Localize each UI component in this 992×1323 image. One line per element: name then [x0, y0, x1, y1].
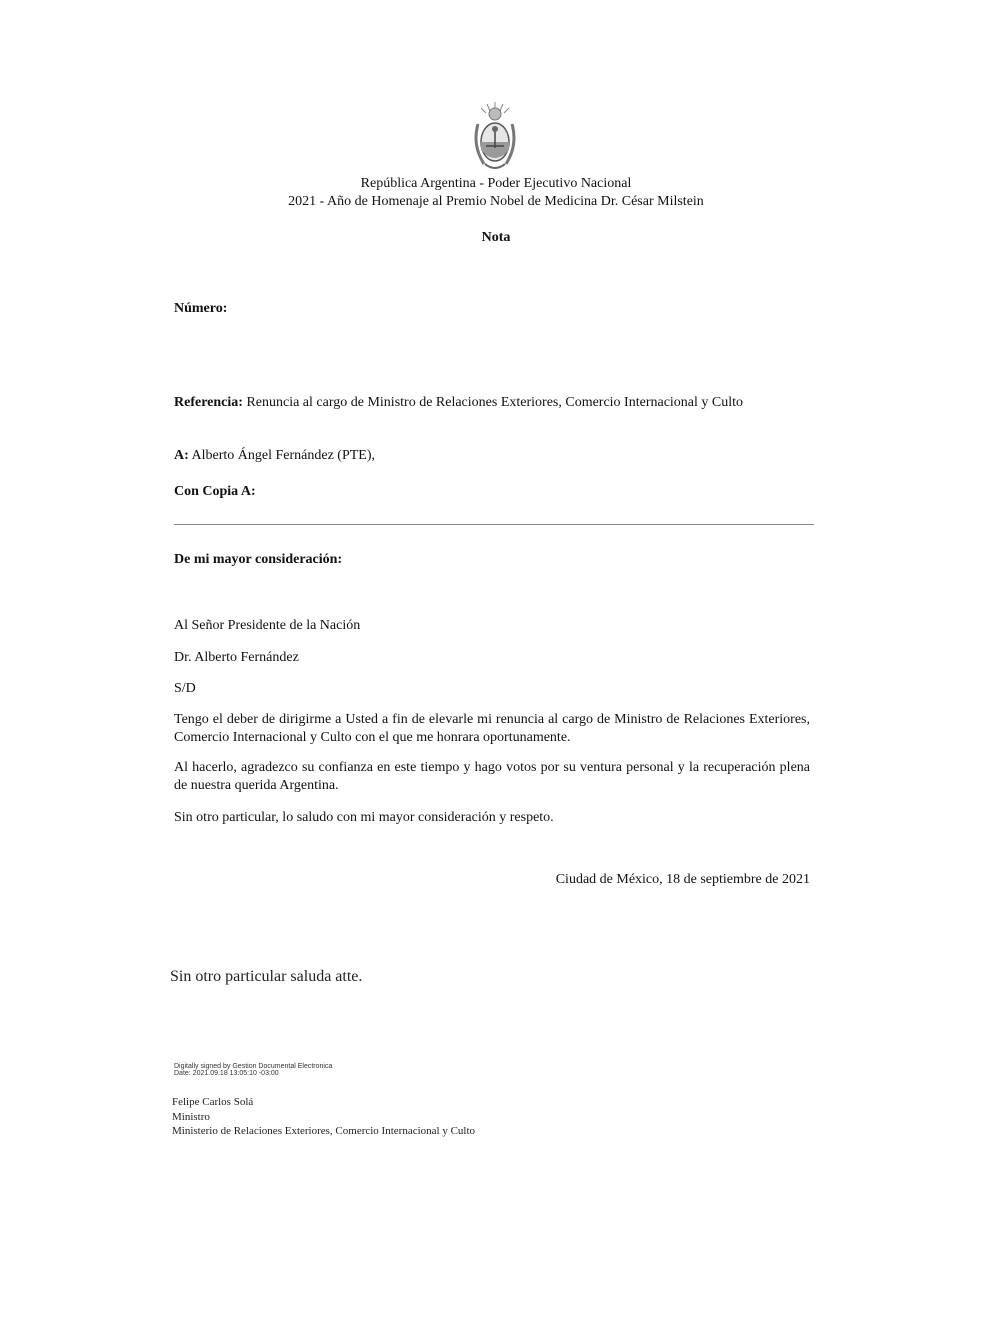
digital-signature-line-1: Digitally signed by Gestion Documental Electronica [174, 1063, 333, 1070]
header-line-1: República Argentina - Poder Ejecutivo Nacional [360, 176, 632, 191]
header-line-2: 2021 - Año de Homenaje al Premio Nobel de Medicina Dr. César Milstein [288, 194, 704, 209]
closing-line: Sin otro particular saluda atte. [170, 968, 363, 985]
addressee-line-2: Dr. Alberto Fernández [174, 650, 299, 665]
copy-label: Con Copia A: [174, 484, 256, 499]
referencia-value: Renuncia al cargo de Ministro de Relaciones Exteriores, Comercio Internacional y Culto [246, 395, 744, 410]
place-date: Ciudad de México, 18 de septiembre de 2021 [555, 872, 810, 887]
paragraph-3: Sin otro particular, lo saludo con mi mayor consideración y respeto. [174, 810, 554, 825]
salutation: De mi mayor consideración: [174, 552, 343, 567]
digital-signature-line-2: Date: 2021.09.18 13:05:10 -03:00 [174, 1070, 279, 1077]
addressee-line-3: S/D [174, 681, 196, 696]
recipient-value: Alberto Ángel Fernández (PTE), [191, 448, 376, 463]
recipient-label: A: [174, 448, 189, 463]
numero-label: Número: [174, 301, 228, 316]
paragraph-1: Tengo el deber de dirigirme a Usted a fin de elevarle mi renuncia al cargo de Ministro de Relaciones Exteriores, Comercio Internacional y Culto con el que me honrara oportunamente. [174, 712, 810, 745]
referencia-row [174, 394, 810, 412]
document-type: Nota [481, 230, 511, 245]
signer-organization: Ministerio de Relaciones Exteriores, Comercio Internacional y Culto [172, 1125, 476, 1137]
recipient-row [174, 447, 810, 465]
divider [174, 524, 814, 525]
coat-of-arms-icon [470, 100, 520, 174]
signer-name: Felipe Carlos Solá [172, 1096, 254, 1108]
addressee-line-1: Al Señor Presidente de la Nación [174, 618, 361, 633]
referencia-label: Referencia: [174, 395, 243, 410]
paragraph-2: Al hacerlo, agradezco su confianza en este tiempo y hago votos por su ventura personal y la recuperación plena de nuestra querida Argentina. [174, 760, 810, 793]
signer-role: Ministro [172, 1111, 210, 1123]
